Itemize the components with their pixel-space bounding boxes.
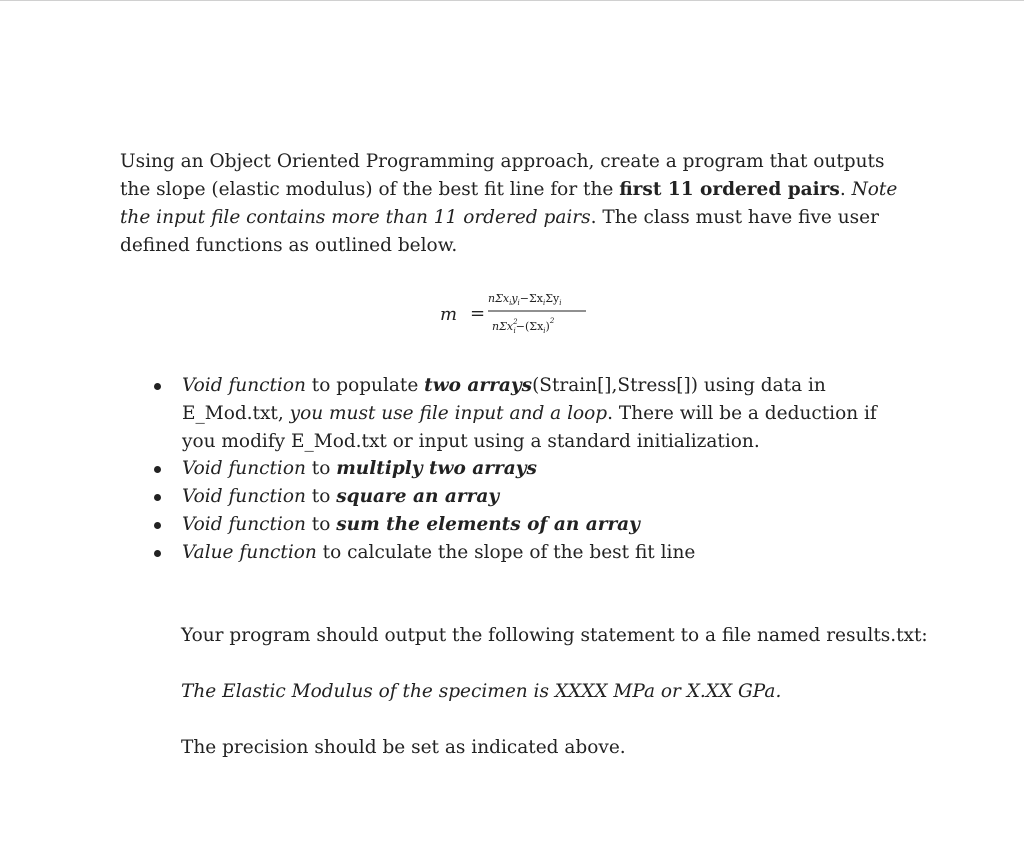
intro-text-2: . bbox=[839, 179, 852, 200]
requirement-text-segment: (Strain[],Stress[]) using data in E_Mod.txt, bbox=[182, 375, 826, 424]
requirement-text-segment: Value function bbox=[182, 541, 317, 563]
bullet-dot-icon bbox=[154, 383, 161, 390]
precision-note: The precision should be set as indicated above. bbox=[181, 737, 626, 758]
top-divider bbox=[0, 0, 1024, 1]
formula-equals: = bbox=[470, 303, 486, 324]
formula-denominator: nΣx$^2$ $i-(\Sigma x_i)^2$ bbox=[492, 317, 555, 335]
requirement-item bbox=[150, 511, 910, 539]
requirement-item bbox=[150, 483, 910, 511]
intro-bold-first-11-pairs: first 11 ordered pairs bbox=[619, 179, 840, 200]
requirement-text-segment: square an array bbox=[336, 486, 500, 508]
requirement-text-segment: Void function bbox=[182, 375, 306, 396]
formula-lhs: m bbox=[440, 304, 458, 325]
requirement-text-segment: two arrays bbox=[424, 375, 533, 396]
requirement-text-segment: to populate bbox=[305, 375, 425, 396]
requirement-text-segment: Void function bbox=[182, 486, 306, 508]
intro-text-3: . The class must have five user defined functions as outlined below. bbox=[120, 207, 879, 256]
output-statement: The Elastic Modulus of the specimen is XXXX MPa or X.XX GPa. bbox=[181, 681, 782, 702]
bullet-dot-icon bbox=[154, 494, 161, 501]
requirement-item bbox=[150, 455, 910, 483]
slope-formula bbox=[440, 284, 640, 344]
requirement-item bbox=[150, 372, 910, 455]
bullet-dot-icon bbox=[154, 550, 161, 557]
requirement-text-segment: Void function bbox=[182, 458, 306, 480]
requirement-text-segment: Void function bbox=[182, 513, 306, 535]
requirement-text-segment: . There will be a deduction if you modify E_Mod.txt or input using a standard initialization. bbox=[182, 402, 877, 452]
function-requirements-list bbox=[150, 372, 910, 567]
requirement-item bbox=[150, 539, 910, 567]
requirement-text-segment: to calculate the slope of the best fit line bbox=[316, 541, 696, 563]
requirement-text-segment: to bbox=[305, 486, 337, 508]
bullet-dot-icon bbox=[154, 522, 161, 529]
bullet-dot-icon bbox=[154, 466, 161, 473]
formula-numerator: $n\Sigma x_iy_i-\Sigma x_i\Sigma y_i$ bbox=[488, 292, 562, 307]
intro-italic-note: Note the input file contains more than 11 ordered pairs bbox=[120, 179, 898, 228]
requirement-text-segment: multiply two arrays bbox=[336, 458, 537, 480]
output-instruction: Your program should output the following statement to a file named results.txt: bbox=[181, 625, 928, 646]
formula-fraction bbox=[488, 284, 598, 344]
intro-paragraph bbox=[120, 148, 900, 260]
requirement-text-segment: to bbox=[305, 513, 337, 535]
requirement-text-segment: you must use file input and a loop bbox=[289, 402, 608, 424]
requirement-text-segment: sum the elements of an array bbox=[336, 513, 640, 535]
intro-text-1: Using an Object Oriented Programming approach, create a program that outputs the slope (elastic modulus) of the best fit line for the bbox=[120, 151, 885, 200]
requirement-text-segment: to bbox=[305, 458, 337, 480]
